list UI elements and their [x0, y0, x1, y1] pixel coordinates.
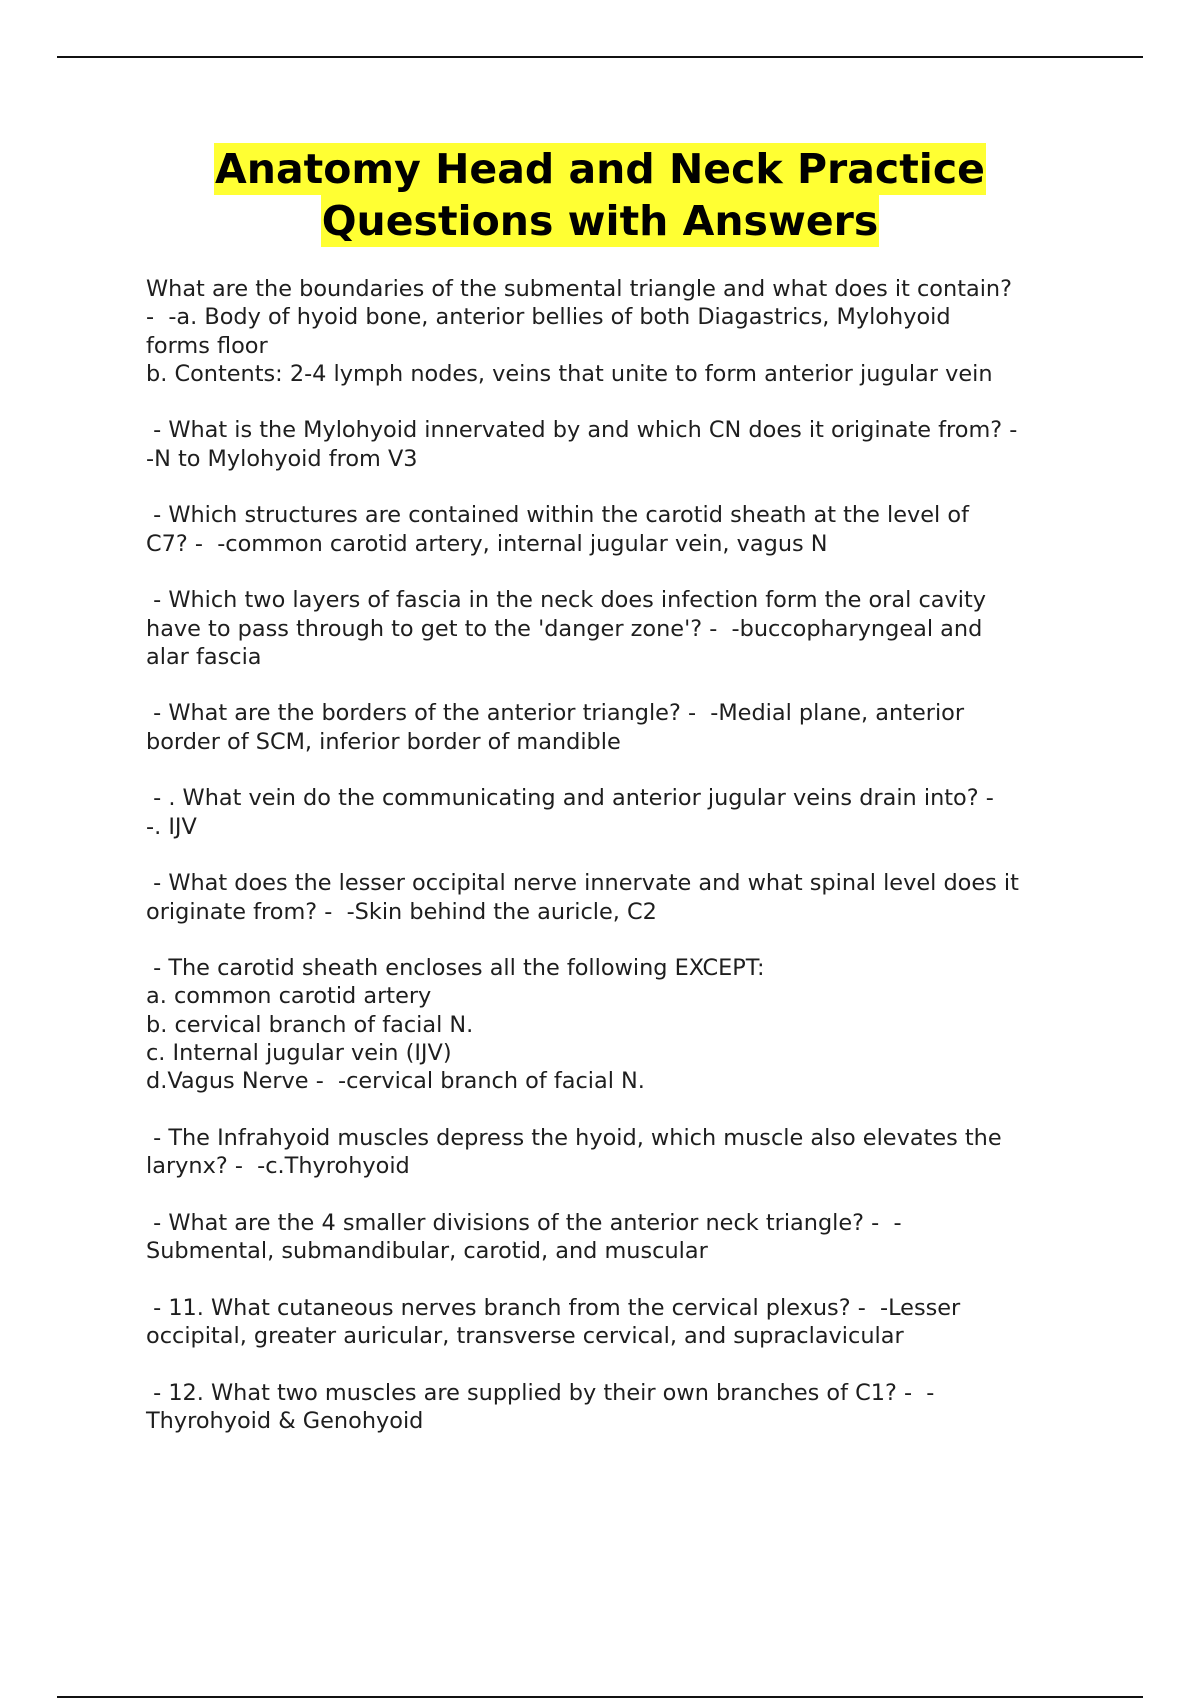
qa-line: - What are the 4 smaller divisions of the anterior neck triangle? - -: [146, 1209, 902, 1236]
qa-item-1: [146, 275, 1106, 388]
qa-item-8: [146, 954, 1106, 1095]
qa-line: border of SCM, inferior border of mandible: [146, 728, 621, 755]
qa-line: - What are the borders of the anterior triangle? - -Medial plane, anterior: [146, 700, 965, 727]
qa-line: b. Contents: 2-4 lymph nodes, veins that unite to form anterior jugular vein: [146, 360, 993, 387]
title-line-1: Anatomy Head and Neck Practice: [215, 145, 985, 193]
qa-line: -N to Mylohyoid from V3: [146, 445, 418, 472]
qa-item-11: [146, 1294, 1106, 1351]
qa-line: - What is the Mylohyoid innervated by and which CN does it originate from? -: [146, 417, 1018, 444]
qa-item-6: [146, 784, 1106, 841]
qa-item-5: [146, 699, 1106, 756]
qa-line: - 12. What two muscles are supplied by their own branches of C1? - -: [146, 1379, 935, 1406]
header-rule: [57, 56, 1143, 58]
qa-line: What are the boundaries of the submental triangle and what does it contain?: [146, 276, 1012, 302]
document-title: [0, 143, 1200, 247]
qa-line: - Which structures are contained within the carotid sheath at the level of: [146, 502, 969, 529]
qa-line: - What does the lesser occipital nerve innervate and what spinal level does it: [146, 870, 1019, 897]
qa-item-3: [146, 501, 1106, 558]
qa-line: C7? - -common carotid artery, internal jugular vein, vagus N: [146, 530, 828, 557]
qa-item-2: [146, 416, 1106, 473]
footer-rule: [57, 1696, 1143, 1698]
qa-line: - -a. Body of hyoid bone, anterior bellies of both Diagastrics, Mylohyoid: [146, 304, 951, 331]
qa-line: b. cervical branch of facial N.: [146, 1011, 474, 1038]
qa-line: - 11. What cutaneous nerves branch from the cervical plexus? - -Lesser: [146, 1294, 961, 1321]
qa-list: [146, 275, 1106, 1463]
qa-line: - The carotid sheath encloses all the following EXCEPT:: [146, 955, 765, 982]
qa-line: forms floor: [146, 332, 268, 359]
qa-line: d.Vagus Nerve - -cervical branch of facial N.: [146, 1068, 645, 1095]
qa-line: larynx? - -c.Thyrohyoid: [146, 1153, 410, 1180]
qa-line: occipital, greater auricular, transverse cervical, and supraclavicular: [146, 1322, 904, 1349]
qa-line: - . What vein do the communicating and anterior jugular veins drain into? -: [146, 785, 994, 812]
qa-line: - The Infrahyoid muscles depress the hyoid, which muscle also elevates the: [146, 1124, 1002, 1151]
qa-item-4: [146, 586, 1106, 671]
qa-item-7: [146, 869, 1106, 926]
qa-item-12: [146, 1379, 1106, 1436]
qa-line: - Which two layers of fascia in the neck does infection form the oral cavity: [146, 587, 986, 614]
qa-item-10: [146, 1209, 1106, 1266]
qa-line: originate from? - -Skin behind the auricle, C2: [146, 898, 657, 925]
qa-item-9: [146, 1124, 1106, 1181]
qa-line: Submental, submandibular, carotid, and muscular: [146, 1238, 708, 1265]
title-line-2: Questions with Answers: [321, 197, 879, 245]
qa-line: alar fascia: [146, 643, 262, 670]
qa-line: c. Internal jugular vein (IJV): [146, 1040, 452, 1067]
qa-line: -. IJV: [146, 813, 197, 840]
qa-line: have to pass through to get to the 'danger zone'? - -buccopharyngeal and: [146, 615, 983, 642]
qa-line: a. common carotid artery: [146, 983, 432, 1010]
qa-line: Thyrohyoid & Genohyoid: [146, 1407, 424, 1434]
